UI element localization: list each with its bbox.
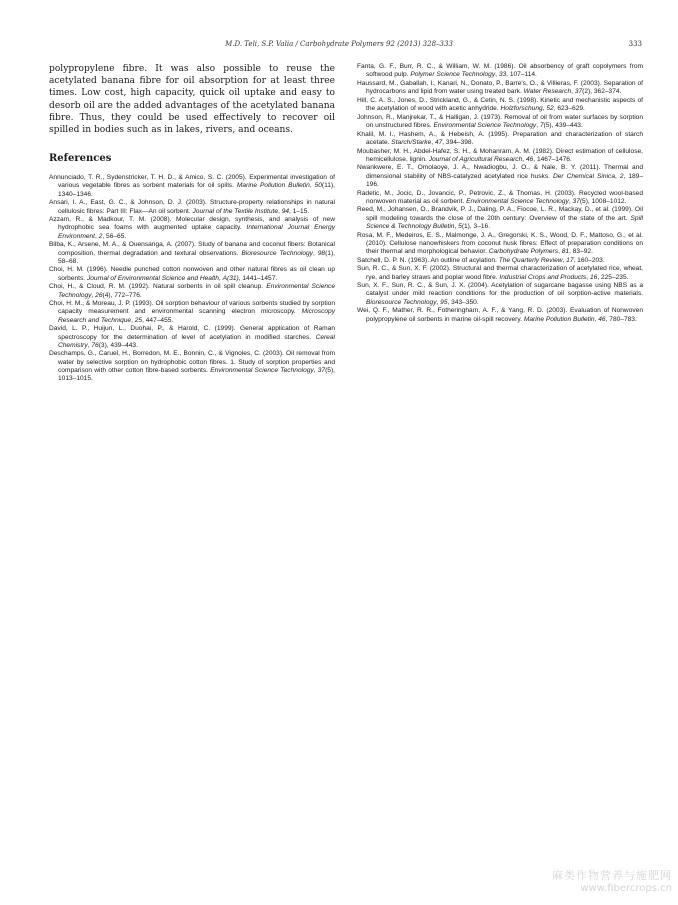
reference-text: Satchell, D. P. N. (1963). An outline of acylation. — [357, 256, 499, 264]
reference-journal: Environmental Science Technology — [466, 197, 569, 205]
reference-text: , — [522, 155, 526, 163]
reference-item — [357, 114, 643, 130]
reference-volume: 37 — [317, 366, 326, 374]
reference-journal: Marine Pollution Bulletin — [236, 182, 310, 190]
reference-text: Johnson, R., Manjrekar, T., & Halligan, J. (1973). Removal of oil from water surfaces by sorption on unstructured fibres. — [357, 113, 643, 129]
reference-item — [49, 300, 335, 325]
reference-journal: Spill Science & Technology Bulletin — [366, 214, 643, 230]
reference-text: , — [312, 249, 318, 257]
reference-text: Azzam, R., & Madkour, T. M. (2008). Molecular design, synthesis, and analysis of new hydrophobic sea foams with augmented uptake capacity. — [49, 216, 335, 232]
reference-item — [357, 265, 643, 281]
reference-item — [49, 283, 335, 299]
reference-text: (5), 1013–1015. — [58, 366, 335, 383]
reference-text: , 1–15. — [289, 207, 310, 215]
reference-journal: Starch/Starke — [391, 138, 432, 146]
reference-item — [49, 241, 335, 266]
reference-text: , — [436, 298, 441, 306]
reference-item — [357, 257, 643, 265]
reference-text: Sun, X. F., Sun, R. C., & Sun, J. X. (2004). Acetylation of sugarcane bagasse using NBS as a catalyst under mild reaction conditions for the production of oil sorption-active materials. — [357, 282, 643, 298]
reference-text: , 1467–1476. — [533, 155, 572, 163]
reference-item — [357, 282, 643, 307]
reference-text: (5), 1008–1012. — [579, 197, 627, 205]
reference-journal: Environmental Science Technology — [58, 283, 335, 299]
references-heading: References — [49, 153, 112, 165]
reference-text: , 343–350. — [447, 298, 479, 306]
reference-item — [357, 148, 643, 164]
reference-text: , 1441–1457. — [238, 274, 278, 282]
reference-text: Ansari, I. A., East, G. C., & Johnson, D. J. (2003). Structure-property relationships in natural cellulosic fibres: Part III: Flax—An oil sorbent. — [49, 199, 335, 215]
reference-text: , 623–629. — [553, 105, 585, 113]
reference-text: , — [536, 121, 540, 129]
reference-text: David, L. P., Huijun, L., Duohai, P., & Harold, C. (1999). General application of Raman spectroscopy for the determination of level of acetylation in modified starches. — [49, 325, 335, 341]
reference-text: , — [558, 247, 562, 255]
reference-volume: 95 — [440, 298, 448, 306]
reference-journal: Bioresource Technology — [241, 249, 313, 257]
reference-text: , 189–196. — [366, 172, 643, 188]
reference-text: , — [568, 197, 573, 205]
reference-text: Fanta, G. F., Burr, R. C., & William, W. M. (1986). Oil absorbency of graft copolymers from softwood pulp. — [357, 63, 643, 79]
reference-volume: 33 — [498, 71, 507, 79]
reference-journal: International Journal Energy Environment — [58, 224, 335, 240]
reference-volume: 46 — [525, 155, 534, 163]
references-list-left — [49, 174, 335, 383]
reference-volume: 17 — [566, 256, 574, 264]
reference-volume: 25 — [134, 316, 143, 324]
reference-text: , — [278, 207, 282, 215]
reference-text: Reed, M., Johansen, O., Brandvik, P. J., Daling, P. A., Fiocoe, L. R., Mackay, D., et al. (1999). Oil spill modeling towards the close of the 20th century: Overview of the state of the art. — [357, 206, 643, 222]
reference-text: , 780–783. — [605, 315, 637, 323]
reference-volume: 46 — [598, 315, 606, 323]
reference-volume: 2 — [619, 172, 624, 180]
reference-text: Khalil, M. I., Hashem, A., & Hebeish, A. (1995). Preparation and characterization of starch acetate. — [357, 130, 643, 146]
reference-item — [357, 307, 643, 323]
reference-volume: 81 — [561, 247, 570, 255]
reference-text: Sun, R. C., & Sun, X. F. (2002). Structural and thermal characterization of acetylated rice, wheat, rye, and barley straws and poplar wood fibre. — [357, 265, 643, 281]
page-number: 333 — [628, 40, 642, 48]
watermark-url: www.fibercrops.cn — [580, 883, 672, 894]
reference-journal: Environmental Science Technology — [433, 121, 537, 129]
reference-text: , — [542, 105, 547, 113]
reference-volume: 2 — [98, 232, 103, 240]
reference-item — [357, 190, 643, 206]
reference-volume: 37 — [572, 197, 580, 205]
reference-journal: Microscopy Research and Technique — [58, 308, 335, 324]
reference-text: Moubasher, M. H., Abdel-Hafez, S. H., & Mohanram, A. M. (1982). Direct estimation of cellulose, hemicellulose, lignin. — [357, 147, 643, 163]
right-column — [357, 63, 643, 324]
reference-item — [49, 174, 335, 199]
reference-text: (1), 3–16. — [461, 222, 491, 230]
reference-text: Choi, H. M., & Moreau, J. P. (1993). Oil sorption behaviour of various sorbents studied by sorption capacity measurement and environmental scanning electron microscopy. — [49, 300, 335, 316]
reference-journal: Journal of Agricultural Research — [428, 155, 523, 163]
reference-text: , — [454, 222, 459, 230]
reference-item — [49, 216, 335, 241]
reference-text: , — [594, 315, 599, 323]
reference-item — [49, 266, 335, 282]
reference-volume: 26 — [95, 291, 103, 299]
reference-text: , — [313, 366, 318, 374]
reference-journal: Polymer Science Technology — [410, 71, 496, 79]
reference-text: , — [562, 256, 567, 264]
reference-journal: Journal of the Textile Institute — [192, 207, 279, 215]
reference-text: , — [586, 273, 590, 281]
reference-item — [357, 232, 643, 257]
reference-text: (4), 772–776. — [102, 291, 142, 299]
references-list-right — [357, 63, 643, 324]
reference-text: Annunciado, T. R., Sydenstricker, T. H. D., & Amico, S. C. (2005). Experimental investigation of various vegetable fibres as sorbent materials for oil spills. — [49, 174, 335, 190]
reference-journal: Journal of Environmental Science and Health — [86, 274, 219, 282]
reference-text: (5), 439–443. — [543, 121, 583, 129]
reference-volume: 7 — [539, 121, 544, 129]
reference-journal: Cereal Chemistry — [58, 333, 335, 349]
reference-text: , 447–455. — [142, 316, 174, 324]
reference-item — [357, 63, 643, 79]
reference-volume: 52 — [546, 105, 554, 113]
reference-text: , — [309, 182, 315, 190]
reference-journal: Der Chemical Sinica — [552, 172, 615, 180]
reference-text: Rosa, M. F., Medeiros, E. S., Malmonge, J. A., Gregorski, K. S., Wood, D. F., Mattoso, G., et al. (2010). Cellulose nanowhiskers from coconut husk fibres: Effect of preparation conditions on their thermal and morphological behavior. — [357, 231, 643, 255]
reference-text: (3), 439–443. — [98, 341, 138, 349]
reference-text: , — [615, 172, 620, 180]
left-column — [49, 63, 335, 384]
reference-journal: Carbohydrate Polymers — [488, 247, 559, 255]
reference-volume: 94 — [281, 207, 290, 215]
conclusion-paragraph: polypropylene fibre. It was also possible to reuse the acetylated banana fibre for oil absorption for at least three times. Low cost, high capacity, quick oil uptake and easy to desorb oil are the added advantages of the acetylated banana fibre. Thus, they could be used effectively to recover oil spilled in bodies such as in lakes, rivers, and oceans. — [49, 64, 335, 136]
reference-text: Choi, H., & Cloud, R. M. (1992). Natural sorbents in oil spill cleanup. — [49, 283, 267, 291]
watermark — [552, 869, 672, 895]
reference-item — [357, 97, 643, 113]
reference-text: , 83–92. — [569, 247, 593, 255]
reference-text: , 225–235. — [597, 273, 629, 281]
reference-journal: Environmental Science Technology — [210, 366, 314, 374]
reference-journal: Holzforschung — [500, 105, 543, 113]
reference-item — [357, 80, 643, 96]
reference-text: Nwankwere, E. T., Omolaoye, J. A., Nwadiogbu, J. O., & Nale, B. Y. (2011). Thermal and dimensional stability of NBS-catalyzed acetylated rice husks. — [357, 164, 643, 180]
reference-volume: 98 — [317, 249, 326, 257]
reference-text: Deschamps, G., Caruel, H., Borredon, M. E., Bonnin, C., & Vignoles, C. (2003). Oil removal from water by selective sorption on hydrophobic cotton fibres. 1. Study of sorption properties and comparison with other cotton fibre-based sorbents. — [49, 350, 335, 374]
reference-text: , — [91, 291, 96, 299]
reference-volume: 5 — [458, 222, 462, 230]
reference-volume: A(31) — [222, 274, 239, 282]
reference-volume: 37 — [574, 88, 583, 96]
reference-text: Bilba, K., Arsene, M. A., & Ouensanga, A. (2007). Study of banana and coconut fibers: Botanical composition, thermal degradation and textural observations. — [49, 241, 335, 257]
reference-volume: 50 — [314, 182, 322, 190]
reference-item — [49, 199, 335, 215]
reference-journal: Water Research — [523, 88, 572, 96]
reference-item — [357, 131, 643, 147]
reference-text: Wei, Q. F., Mather, R. R., Fotheringham, A. F., & Yang, R. D. (2003). Evaluation of Nonwoven polypropylene oil sorbents in marine oil-spill recovery. — [357, 307, 643, 323]
reference-text: (2), 362–374. — [582, 88, 622, 96]
reference-volume: 47 — [434, 138, 443, 146]
reference-text: , 160–203. — [573, 256, 605, 264]
reference-volume: 76 — [91, 341, 99, 349]
reference-text: (1), 58–68. — [58, 249, 335, 265]
reference-journal: Bioresource Technology — [366, 298, 437, 306]
reference-journal: Industrial Crops and Products — [499, 273, 587, 281]
reference-text: (11), 1340–1346. — [58, 182, 335, 198]
reference-journal: Marine Pollution Bulletin — [523, 315, 595, 323]
reference-text: Radetic, M., Jocic, D., Jovancic, P., Petrovic, Z., & Thomas, H. (2003). Recycled wool-based nonwoven material as oil sorbent. — [357, 189, 643, 205]
reference-text: , — [87, 341, 92, 349]
reference-text: , 394–398. — [442, 138, 474, 146]
reference-text: , — [571, 88, 575, 96]
reference-text: , — [131, 316, 135, 324]
watermark-chinese: 麻类作物营养与施肥网 — [552, 869, 672, 882]
reference-text: , 107–114. — [506, 71, 537, 79]
reference-text: , — [95, 232, 99, 240]
reference-journal: The Quarterly Review — [498, 256, 563, 264]
reference-item — [357, 206, 643, 231]
reference-item — [49, 325, 335, 350]
reference-text: , — [495, 71, 499, 79]
reference-text: , 56–65. — [102, 232, 127, 240]
reference-text: , — [431, 138, 435, 146]
reference-text: , — [218, 274, 223, 282]
reference-text: Haussard, M., Gaballah, I., Kanari, N., Donato, P., Barre's, O., & Villieras, F. (2003). Separation of hydrocarbons and lipid from water using treated bark. — [357, 79, 643, 96]
running-title: M.D. Teli, S.P. Valia / Carbohydrate Polymers 92 (2013) 328–333 — [225, 40, 453, 48]
reference-item — [357, 164, 643, 189]
reference-item — [49, 350, 335, 383]
reference-text: Choi, H. M. (1996). Needle punched cotton nonwoven and other natural fibres as oil clean up sorbents. — [49, 266, 335, 282]
reference-text: Hill, C. A. S., Jones, D., Strickland, G., & Cetin, N. S. (1998). Kinetic and mechanistic aspects of the acetylation of wood with acetic anhydride. — [357, 96, 643, 113]
reference-volume: 16 — [589, 273, 598, 281]
